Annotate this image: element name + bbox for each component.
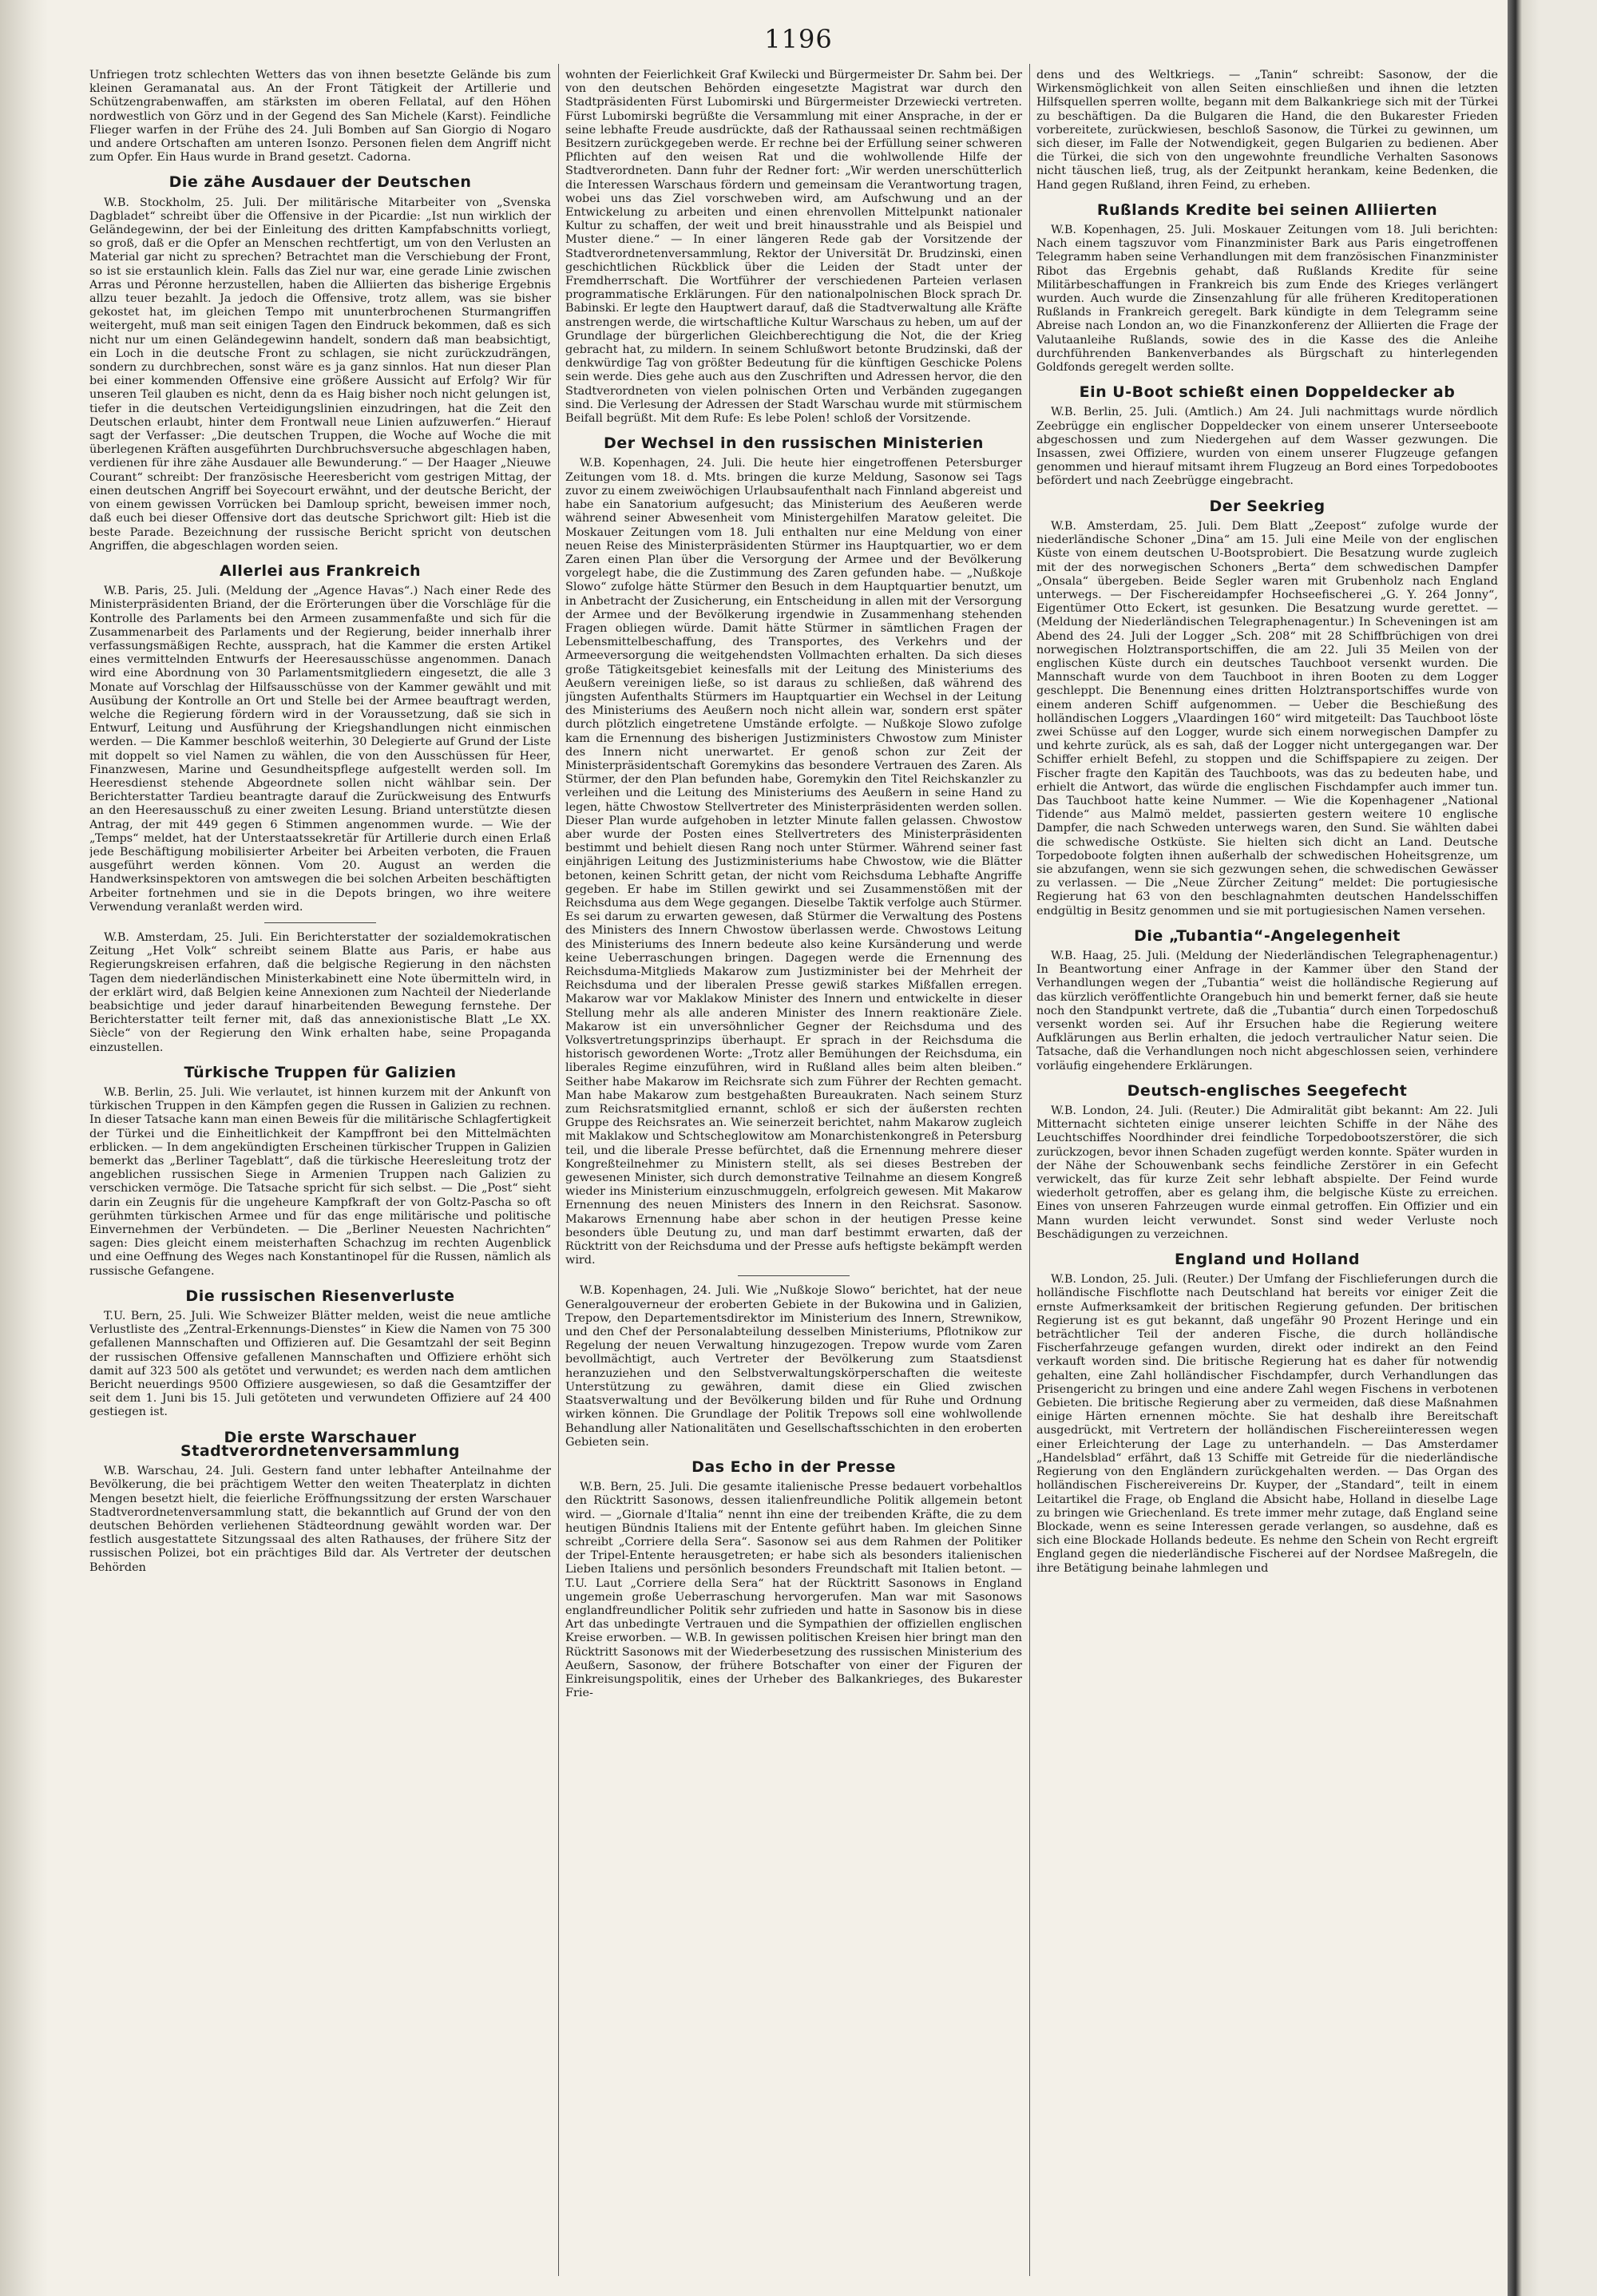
article-headline: Türkische Truppen für Galizien <box>184 1063 457 1081</box>
article-paragraph: W.B. Kopenhagen, 24. Juli. Die heute hier eingetroffenen Petersburger Zeitungen vom 18. d. Mts. bringen die kurze Meldung, Sasonow sei Tags zuvor zu einem zweiwöchigen Urlaubsaufenthalt nach Finnland abgereist und habe ein Sanatorium aufgesucht; das Ministerium des Aeußeren werde während seiner Abwesenheit vom Ministergehilfen Maratow geleitet. Die Moskauer Zeitungen vom 18. Juli enthalten nur eine Meldung von einer neuen Reise des Ministerpräsidenten Stürmer ins Hauptquartier, wo er dem Zaren einen Plan über die Versorgung der Armee und der Bevölkerung vorgelegt habe, die die Zustimmung des Zaren gefunden habe. — „Nußkoje Slowo“ zufolge hätte Stürmer den Besuch in dem Hauptquartier benutzt, um in Anbetracht der Zusicherung, ein Entscheidung in allen mit der Versorgung der Armee und der Bevölkerung irgendwie in Zusammenhang stehenden Fragen obliegen würde. Damit hätte Stürmer in sämtlichen Fragen der Lebensmittelbeschaffung, des Transportes, des Verkehrs und der Armeeversorgung die weitgehendsten Vollmachten erhalten. Da sich dieses große Tätigkeitsgebiet keinesfalls mit der Leitung des Ministeriums des Aeußern vereinigen ließe, so ist daraus zu schließen, daß während des jüngsten Aufenthalts Stürmers im Hauptquartier ein Wechsel in der Leitung des Ministeriums des Aeußern noch nicht allein war, sondern erst später durch plötzlich eingetretene Umstände erfolgte. — Nußkoje Slowo zufolge kam die Ernennung des bisherigen Justizministers Chwostow zum Minister des Innern nicht unerwartet. Er genoß schon zur Zeit der Ministerpräsidentschaft Goremykins das besondere Vertrauen des Zaren. Als Stürmer, der den Plan befunden habe, Goremykin den Titel Reichskanzler zu verleihen und die Leitung des Ministeriums des Aeußern in seine Hand zu legen, hätte Chwostow Stellvertreter des Ministerpräsidenten werden sollen. Dieser Plan wurde aufgehoben in letzter Minute fallen gelassen. Chwostow aber wurde der Posten eines Stellvertreters des Ministerpräsidenten bestimmt und behielt diesen Rang noch unter Stürmer. Während seiner fast einjährigen Leitung des Justizministeriums habe Chwostow, wie die Blätter betonen, keinen Schritt getan, der nicht vom Reichsduma Lebhafte Angriffe gegeben. Er habe im Stillen gewirkt und sei Zusammenstößen mit der Reichsduma aus dem Wege gegangen. Dieselbe Taktik verfolge auch Stürmer. Es sei darum zu erwarten gewesen, daß Stürmer die Verwaltung des Postens des Ministers des Innern Chwostow überlassen werde. Chwostows Leitung des Ministeriums des Innern bedeute also keine Kursänderung und werde keine Ueberraschungen bringen. Dagegen werde die Ernennung des Reichsduma-Mitglieds Makarow zum Justizminister bei der Mehrheit der Reichsduma und der liberalen Presse gewiß starkes Mißfallen erregen. Makarow war vor Maklakow Minister des Innern und entwickelte in dieser Stellung mehr als alle anderen Minister des Innern reaktionäre Ziele. Makarow ist ein unversöhnlicher Gegner der Reichsduma und des Volksvertretungsprinzips überhaupt. Er sprach in der Reichsduma die historisch gewordenen Worte: „Trotz aller Bemühungen der Reichsduma, ein liberales Regime einzuführen, wird in Rußland alles beim alten bleiben.“ Seither habe Makarow im Reichsrate sich zum Führer der Rechten gemacht. Man habe Makarow zum bestgehaßten Bureaukraten. Nach seinem Sturz zum Reichsratsmitglied ernannt, schloß er sich der äußersten rechten Gruppe des Reichsrates an. Wie seinerzeit berichtet, nahm Makarow zugleich mit Maklakow und Schtscheglowitow am Monarchistenkongreß in Petersburg teil, und die liberale Presse befürchtet, daß die Ernennung mehrere dieser Kongreßteilnehmer zu Ministern stellt, als sei dieses Bestreben der gewesenen Minister, sich durch demonstrative Teilnahme an diesem Kongreß wieder ins Ministerium einzuschmuggeln, erfolgreich gewesen. Mit Makarow Ernennung des neuen Ministers des Innern in den Reichsrat. Sasonow. Makarows Ernennung habe aber schon in der heutigen Presse keine besonders üble Deutung zu, und man darf bestimmt erwarten, daß der Rücktritt von der Reichsduma und der Presse aufs heftigste bekämpft werden wird. <box>565 457 1022 1267</box>
article-separator <box>264 922 376 923</box>
article-headline: Allerlei aus Frankreich <box>220 561 421 580</box>
article-paragraph: W.B. Kopenhagen, 24. Juli. Wie „Nußkoje Slowo“ berichtet, hat der neue Generalgouverneur der eroberten Gebiete in der Bukowina und in Galizien, Trepow, den Departementsdirektor im Ministerium des Innern, Strewnikow, und den Chef der Personalabteilung desselben Ministeriums, Pflotnikow zur Regelung der neuen Verwaltung hinzugezogen. Trepow wurde vom Zaren bevollmächtigt, auch Vertreter der Bevölkerung zum Staatsdienst heranzuziehen und den Selbstverwaltungskörperschaften die weiteste Unterstützung zu gewähren, damit diese ein Glied zwischen Staatsverwaltung und der Bevölkerung bilden und für Ruhe und Ordnung wirken können. Die Grundlage der Politik Trepows soll eine wohlwollende Behandlung aller Nationalitäten und Gesellschaftsschichten in den eroberten Gebieten sein. <box>565 1284 1022 1449</box>
page-left-margin <box>0 0 48 2296</box>
article-paragraph: W.B. Haag, 25. Juli. (Meldung der Niederländischen Telegraphenagentur.) In Beantwortung einer Anfrage in der Kammer über den Stand der Verhandlungen wegen der „Tubantia“ weist die holländische Regierung auf das kürzlich veröffentlichte Orangebuch hin und bemerkt ferner, daß sie heute noch den Standpunkt vertrete, daß die „Tubantia“ durch einen Torpedoschuß versenkt worden sei. Auf ihr Ersuchen habe die Regierung weitere Aufklärungen aus Berlin erhalten, die jedoch vertraulicher Natur seien. Die Tatsache, daß die Verhandlungen noch nicht abgeschlossen seien, verhindere vorläufig eingehendere Erklärungen. <box>1036 949 1498 1073</box>
adjacent-page-edge <box>1508 0 1597 2296</box>
article-headline: Die russischen Riesenverluste <box>185 1287 455 1305</box>
column-3 <box>1036 69 1498 2273</box>
article-paragraph: Unfriegen trotz schlechten Wetters das von ihnen besetzte Gelände bis zum kleinen Geramanatal aus. An der Front Tätigkeit der Artillerie und Schützengrabenwaffen, am stärksten im oberen Fellatal, auf den Höhen nordwestlich von Görz und in der Gegend des San Michele (Karst). Feindliche Flieger warfen in der Frühe des 24. Juli Bomben auf San Giorgio di Nogaro und andere Ortschaften am unteren Isonzo. Personen fielen dem Angriff nicht zum Opfer. Ein Haus wurde in Brand gesetzt. Cadorna. <box>89 69 551 165</box>
article-paragraph: W.B. Amsterdam, 25. Juli. Ein Berichterstatter der sozialdemokratischen Zeitung „Het Volk“ schreibt seinem Blatte aus Paris, er habe aus Regierungskreisen erfahren, daß die belgische Regierung in den nächsten Tagen dem niederländischen Ministerkabinett eine Note übermitteln wird, in der erklärt wird, daß Belgien keine Annexionen zum Nachteil der Niederlande beabsichtige und jeder darauf hinarbeitenden Bewegung fernstehe. Der Berichterstatter teilt ferner mit, daß das annexionistische Blatt „Le XX. Siècle“ von der Regierung den Wink erhalten habe, seine Propaganda einzustellen. <box>89 930 551 1054</box>
column-1 <box>89 69 551 2273</box>
article-headline: Deutsch-englisches Seegefecht <box>1127 1081 1408 1100</box>
article-paragraph: W.B. Berlin, 25. Juli. (Amtlich.) Am 24. Juli nachmittags wurde nördlich Zeebrügge ein englischer Doppeldecker von einem unserer Unterseeboote abgeschossen und zum Niedergehen auf dem Wasser gezwungen. Die Insassen, zwei Offiziere, wurden von einem unserer Flugzeuge gefangen genommen und hierauf mitsamt ihrem Flugzeug an Bord eines Torpedobootes befördert und nach Zeebrügge eingebracht. <box>1036 406 1498 488</box>
article-headline: Das Echo in der Presse <box>692 1457 896 1476</box>
article-headline: Die „Tubantia“-Angelegenheit <box>1134 926 1401 945</box>
article-paragraph: W.B. Berlin, 25. Juli. Wie verlautet, ist hinnen kurzem mit der Ankunft von türkischen Truppen in den Kämpfen gegen die Russen in Galizien zu rechnen. In dieser Tatsache kann man einen Beweis für die militärische Schlagfertigkeit der Türkei und die Einheitlichkeit der Kampffront bei den Mittelmächten erblicken. — In dem angekündigten Erscheinen türkischer Truppen in Galizien bemerkt das „Berliner Tageblatt“, daß die türkische Heeresleitung trotz der angeblichen russischen Siege in Armenien Truppen nach Galizien zu verschicken vermöge. Die Tatsache spricht für sich selbst. — Die „Post“ sieht darin ein Zeugnis für die ungeheure Kampfkraft der von Goltz-Pascha so oft gerühmten türkischen Armee und für das enge militärische und politische Einvernehmen der Verbündeten. — Die „Berliner Neuesten Nachrichten“ sagen: Dies gleicht einem meisterhaften Schachzug im rechten Augenblick und eine Oeffnung des Weges nach Konstantinopel für die Russen, nämlich als russische Gefangene. <box>89 1086 551 1278</box>
page-number: 1196 <box>764 24 833 54</box>
article-paragraph: W.B. Stockholm, 25. Juli. Der militärische Mitarbeiter von „Svenska Dagbladet“ schreibt über die Offensive in der Picardie: „Ist nun wirklich der Geländegewinn, der bei der Einleitung des dritten Kampfabschnitts vorliegt, so groß, daß er die Opfer an Menschen rechtfertigt, um von den Verlusten an Material gar nicht zu sprechen? Betrachtet man die Verschiebung der Front, so ist sie erstaunlich klein. Falls das Ziel nur war, eine gerade Linie zwischen Arras und Péronne herzustellen, haben die Alliierten das bisherige Ergebnis allzu teuer bezahlt. Ja jedoch die Offensive, trotz allem, was sie bisher gekostet hat, im gleichen Tempo mit ununterbrochenen Sturmangriffen weitergeht, muß man seit einigen Tagen den Eindruck bekommen, daß es sich nicht nur um einen Geländegewinn handelt, sondern daß man beabsichtigt, ein Loch in die deutsche Front zu schlagen, sie nicht zurückzudrängen, sondern zu durchbrechen, sonst wäre es ja ganz sinnlos. Hat nun dieser Plan bei einer kommenden Offensive eine größere Aussicht auf Erfolg? Wir für unseren Teil glauben es nicht, denn da es Haig bisher noch nicht gelungen ist, tiefer in die deutschen Verteidigungslinien einzudringen, hat die Zeit den Deutschen erlaubt, hinter dem Frontwall neue Linien aufzuwerfen.“ Hierauf sagt der Verfasser: „Die deutschen Truppen, die Woche auf Woche die mit überlegenen Kräften ausgeführten Durchbruchsversuche abgeschlagen haben, verdienen für ihre zähe Ausdauer alle Bewunderung.“ — Der Haager „Nieuwe Courant“ schreibt: Der französische Heeresbericht vom gestrigen Mittag, der einen deutschen Angriff bei Soyecourt erwähnt, und der deutsche Bericht, der von einem gewissen Vorrücken bei Damloup spricht, beweisen immer noch, daß euch bei dieser Offensive dort das deutsche Sprichwort gilt: Hieb ist die beste Parade. Bezeichnung der russische Bericht spricht von deutschen Angriffen, die abgeschlagen worden seien. <box>89 196 551 553</box>
column-rule <box>1029 64 1030 2276</box>
article-paragraph: W.B. Amsterdam, 25. Juli. Dem Blatt „Zeepost“ zufolge wurde der niederländische Schoner „Dina“ am 15. Juli eine Meile von der englischen Küste von einem deutschen U-Bootsprobiert. Die Besatzung wurde zugleich mit der des norwegischen Schoners „Berta“ dem schwedischen Dampfer „Onsala“ übergeben. Beide Segler waren mit Grubenholz nach England unterwegs. — Der Fischereidampfer Hochseefischerei „G. Y. 264 Jonny“, Eigentümer Otto Eckert, ist gesunken. Die Besatzung wurde gerettet. — (Meldung der Niederländischen Telegraphenagentur.) In Scheveningen ist am Abend des 24. Juli der Logger „Sch. 208“ mit 28 Schiffbrüchigen von drei norwegischen Holztransportschiffen, die am 22. Juli 35 Meilen von der englischen Küste durch ein deutsches Tauchboot versenkt wurden. Die Mannschaft wurde von dem Tauchboot in ihren Booten zu dem Logger geschleppt. Die Benennung eines dritten Holztransportschiffes wurde von einem anderen Schiff aufgenommen. — Ueber die Beschießung des holländischen Loggers „Vlaardingen 160“ wird mitgeteilt: Das Tauchboot löste zwei Schüsse auf den Logger, wurde sich einem norwegischen Dampfer zu und kehrte zurück, als es sah, daß der Logger nicht untergegangen war. Der Schiffer erhielt Befehl, zu stoppen und die Schiffspapiere zu zeigen. Der Fischer fragte den Kapitän des Tauchboots, was das zu bedeuten habe, und erhielt die Antwort, das würde die englischen Fischdampfer auch immer tun. Das Tauchboot hatte keine Nummer. — Wie die Kopenhagener „National Tidende“ aus Malmö meldet, passierten gestern weitere 10 englische Dampfer, die nach Schweden unterwegs waren, den Sund. Sie wählten dabei die schwedische Ostküste. Sie hielten sich dicht an Land. Deutsche Torpedoboote folgten ihnen außerhalb der schwedischen Hoheitsgrenze, um sie abzufangen, wenn sie sich gezwungen sehen, die schwedischen Gewässer zu verlassen. — Die „Neue Zürcher Zeitung“ meldet: Die portugiesische Regierung hat 63 von den beschlagnahmten deutschen Handelsschiffen endgültig in Besitz genommen und sie mit portugiesischen Namen versehen. <box>1036 519 1498 918</box>
article-headline: Ein U-Boot schießt einen Doppeldecker ab <box>1079 383 1456 402</box>
article-paragraph: W.B. Paris, 25. Juli. (Meldung der „Agence Havas“.) Nach einer Rede des Ministerpräsidenten Briand, der die Erörterungen über die Vorschläge für die Kontrolle des Parlaments bei den Armeen zusammenfaßte und sich für die Zusammenarbeit des Parlaments und der Regierung, beider innerhalb ihrer verfassungsmäßigen Rechte, aussprach, hat die Kammer die ersten Artikel eines vermittelnden Entwurfs der Heeresausschüsse angenommen. Danach wird eine Abordnung von 30 Parlamentsmitgliedern eingesetzt, die alle 3 Monate auf Vorschlag der Hilfsausschüsse von der Kammer gewählt und mit Ausübung der Kontrolle an Ort und Stelle bei der Armee beauftragt werden, welche die Regierung fördern wird in der Voraussetzung, daß sie sich in Entwurf, Leitung und Ausführung der Kriegshandlungen nicht einmischen werden. — Die Kammer beschloß weiterhin, 30 Delegierte auf Grund der Liste mit doppelt so viel Namen zu wählen, die von den Ausschüssen für Heer, Finanzwesen, Marine und Gesundheitspflege aufgestellt werden soll. Im Heeresdienst stehende Abgeordnete sollen nicht wählbar sein. Der Berichterstatter Tardieu beantragte darauf die Zurückweisung des Entwurfs an den Heeresausschuß zu einer zweiten Lesung. Briand unterstützte diesen Antrag, der mit 449 gegen 6 Stimmen angenommen wurde. — Wie der „Temps“ meldet, hat der Unterstaatssekretär für Artillerie durch einen Erlaß jede Beschäftigung mobilisierter Arbeiter bei Arbeiten verboten, die Frauen ausgeführt werden können. Vom 20. August an werden die Handwerksinspektoren von amtswegen die bei solchen Arbeiten beschäftigten Arbeiter fortnehmen und sie in die Depots bringen, wo ihre weitere Verwendung veranlaßt werden wird. <box>89 585 551 914</box>
article-headline: Die erste Warschauer Stadtverordnetenversammlung <box>180 1428 460 1460</box>
article-paragraph: W.B. Warschau, 24. Juli. Gestern fand unter lebhafter Anteilnahme der Bevölkerung, die bei prächtigem Wetter den weiten Theaterplatz in dichten Mengen besetzt hielt, die feierliche Eröffnungssitzung der ersten Warschauer Stadtverordnetenversammlung statt, die bekanntlich auf Grund der von den deutschen Behörden verliehenen Städteordnung gewählt worden war. Der festlich ausgestattete Sitzungssaal des alten Rathauses, der frühere Sitz der russischen Polizei, bot ein prächtiges Bild dar. Als Vertreter der deutschen Behörden <box>89 1465 551 1574</box>
article-paragraph: wohnten der Feierlichkeit Graf Kwilecki und Bürgermeister Dr. Sahm bei. Der von den deutschen Behörden eingesetzte Magistrat war durch den Stadtpräsidenten Fürst Lubomirski und Bürgermeister Drzewiecki vertreten. Fürst Lubomirski begrüßte die Versammlung mit einer Ansprache, in der er seine lebhafte Freude ausdrückte, daß der Rathaussaal seinen rechtmäßigen Besitzern zurückgegeben werde. Er rechne bei der Erfüllung seiner schweren Pflichten auf den weisen Rat und die wohlwollende Hilfe der Stadtverordneten. Dann fuhr der Redner fort: „Wir werden unerschütterlich die Interessen Warschaus fördern und gemeinsam die Verantwortung tragen, wobei uns das Ziel vorschweben wird, am Aufschwung und an der Entwickelung zu arbeiten und einen ehrenvollen Mittelpunkt nationaler Kultur zu schaffen, der weit und breit hinausstrahle und als Beispiel und Muster diene.“ — In einer längeren Rede gab der Vorsitzende der Stadtverordnetenversammlung, Rektor der Universität Dr. Brudzinski, einen geschichtlichen Rückblick über die Leiden der Stadt unter der Fremdherrschaft. Die Wortführer der verschiedenen Parteien verlasen programmatische Erklärungen. Für den nationalpolnischen Block sprach Dr. Babinski. Er legte den Hauptwert darauf, daß die Stadtverwaltung alle Kräfte anstrengen werde, die wirtschaftliche Kultur Warschaus zu heben, um auf der Grundlage der bürgerlichen Gleichberechtigung die Not, die der Krieg gebracht hat, zu mildern. In seinem Schlußwort betonte Brudzinski, daß der denkwürdige Tag von größter Bedeutung für die künftigen Geschicke Polens sein werde. Dies gehe auch aus den Zuschriften und Adressen hervor, die den Stadtverordneten von vielen polnischen Orten und Verbänden zugegangen sind. Die Verlesung der Adressen der Stadt Warschau wurde mit stürmischem Beifall begrüßt. Mit dem Rufe: Es lebe Polen! schloß der Vorsitzende. <box>565 69 1022 426</box>
article-paragraph: W.B. London, 25. Juli. (Reuter.) Der Umfang der Fischlieferungen durch die holländische Fischflotte nach Deutschland hat bereits vor einiger Zeit die ernste Aufmerksamkeit der britischen Regierung gefunden. Der britischen Regierung ist es gut bekannt, daß ungefähr 90 Prozent Heringe und ein beträchtlicher Teil der anderen Fische, die durch holländische Fischerfahrzeuge gefangen wurden, direkt oder indirekt an den Feind verkauft worden sind. Die britische Regierung hat es daher für notwendig gehalten, eine Zahl holländischer Fischdampfer, durch Verhandlungen das Prisengericht zu bringen und eine andere Zahl wegen Fischens in verbotenen Gebieten. Die britische Regierung aber zu vermeiden, daß diese Maßnahmen einige Härten ernennen möchte. Sie hat deshalb ihre Bereitschaft ausgedrückt, mit Vertretern der holländischen Fischereiinteressen wegen einer Erleichterung der Lage zu unterhandeln. — Das Amsterdamer „Handelsblad“ erfährt, daß 13 Schiffe mit Getreide für die niederländische Regierung von den Engländern zurückgehalten werden. — Das Organ des holländischen Fischereivereins Dr. Kuyper, der „Standard“, teilt in einem Leitartikel die Frage, ob England die Absicht habe, Holland in dieselbe Lage zu bringen wie Griechenland. Es trete immer mehr zutage, daß England seine Blockade, wenn es seine Interessen gerade verlangen, so ausdehne, daß es sich eine Blockade Hollands bedeute. Es nehme den Schein von Recht ergreift England gegen die niederländische Fischerei auf der Nordsee Maßregeln, die ihre Betätigung beinahe lahmlegen und <box>1036 1273 1498 1575</box>
article-headline: Der Wechsel in den russischen Ministerien <box>604 434 984 453</box>
article-paragraph: W.B. Kopenhagen, 25. Juli. Moskauer Zeitungen vom 18. Juli berichten: Nach einem tagszuvor vom Finanzminister Bark aus Paris eingetroffenen Telegramm haben seine Verhandlungen mit dem französischen Finanzminister Ribot das Ergebnis gehabt, daß Rußlands Kredite für seine Militärbeschaffungen in Frankreich bis zum Ende des Krieges verlängert wurden. Auch wurde die Zinsenzahlung für alle früheren Kreditoperationen Rußlands in Frankreich geregelt. Bark kündigte in dem Telegramm seine Abreise nach London an, wo die Finanzkonferenz der Alliierten die Frage der Valutaanleihe Rußlands, sowie des in die Kasse des die Anleihe durchführenden Bankenverbandes als Bürgschaft zu hinterlegenden Goldfonds geregelt werden sollte. <box>1036 224 1498 375</box>
article-headline: Der Seekrieg <box>1209 497 1326 515</box>
article-paragraph: dens und des Weltkriegs. — „Tanin“ schreibt: Sasonow, der die Wirkensmöglichkeit von allen Seiten einschließen und ihnen die letzten Hilfsquellen sperren wollte, begann mit dem Balkankriege sich mit der Türkei zu beschäftigen. Da die Bulgaren die Hand, die den Bukarester Frieden vorbereitete, zurückwiesen, beschloß Sasonow, die Türkei zu gewinnen, um sich dieser, im Falle der Notwendigkeit, gegen Bulgarien zu bedienen. Aber die Türkei, die sich von den ungewohnte freundliche Verhalten Sasonows nicht täuschen ließ, trug, als der Zeitpunkt herankam, keine Bedenken, die Hand gegen Rußland, ihren Feind, zu erheben. <box>1036 69 1498 192</box>
article-headline: England und Holland <box>1175 1251 1360 1269</box>
article-paragraph: W.B. Bern, 25. Juli. Die gesamte italienische Presse bedauert vorbehaltlos den Rücktritt Sasonows, dessen italienfreundliche Politik allgemein betont wird. — „Giornale d'Italia“ nennt ihn eine der treibenden Kräfte, die zu dem heutigen Bündnis Italiens mit der Entente geführt haben. Im gleichen Sinne schreibt „Corriere della Sera“. Sasonow sei aus dem Rahmen der Politiker der Tripel-Entente herausgetreten; er habe sich als besonders italienischen Lieben Italiens und persönlich besonders Freundschaft mit Italien betont. — T.U. Laut „Corriere della Sera“ hat der Rücktritt Sasonows in England ungemein große Ueberraschung hervorgerufen. Man war mit Sasonows englandfreundlicher Politik sehr zufrieden und hatte in Sasonow bis in diese Art das unbedingte Vertrauen und die Sympathien der offiziellen englischen Kreise erworben. — W.B. In gewissen politischen Kreisen hier bringt man den Rücktritt Sasonows mit der Wiederbesetzung des russischen Ministerium des Aeußern, Sasonow, der frühere Botschafter von einer der Figuren der Einkreisungspolitik, eines der Urheber des Balkankrieges, des Bukarester Frie- <box>565 1481 1022 1700</box>
article-paragraph: T.U. Bern, 25. Juli. Wie Schweizer Blätter melden, weist die neue amtliche Verlustliste des „Zentral-Erkennungs-Dienstes“ in Kiew die Namen von 75 300 gefallenen Mannschaften und Offizieren auf. Die Gesamtzahl der seit Beginn der russischen Offensive gefallenen Mannschaften und Offiziere erhöht sich damit auf 323 500 als getötet und verwundet; es werden nach dem amtlichen Bericht neuerdings 9500 Offiziere ausgewiesen, so daß die Gesamtziffer der seit dem 1. Juni bis 15. Juli getöteten und verwundeten Offiziere auf 24 400 gestiegen ist. <box>89 1310 551 1419</box>
article-headline: Rußlands Kredite bei seinen Alliierten <box>1096 200 1438 219</box>
column-2 <box>565 69 1022 2273</box>
article-separator <box>738 1275 850 1276</box>
article-paragraph: W.B. London, 24. Juli. (Reuter.) Die Admiralität gibt bekannt: Am 22. Juli Mitternacht sichteten einige unserer leichten Schiffe in der Nähe des Leuchtschiffes Noordhinder drei feindliche Torpedobootszerstörer, die sich zurückzogen, bevor ihnen Schaden zugefügt werden konnte. Später wurden in der Nähe der Schouwenbank sechs feindliche Zerstörer in ein Gefecht verwickelt, das für kurze Zeit sehr lebhaft abspielte. Der Feind wurde wiederholt getroffen, aber es gelang ihm, die belgische Küste zu erreichen. Eines von unseren Fahrzeugen wurde einmal getroffen. Ein Offizier und ein Mann wurden leicht verwundet. Sonst sind weder Verluste noch Beschädigungen zu verzeichnen. <box>1036 1104 1498 1241</box>
article-headline: Die zähe Ausdauer der Deutschen <box>168 173 472 192</box>
column-rule <box>558 64 559 2276</box>
